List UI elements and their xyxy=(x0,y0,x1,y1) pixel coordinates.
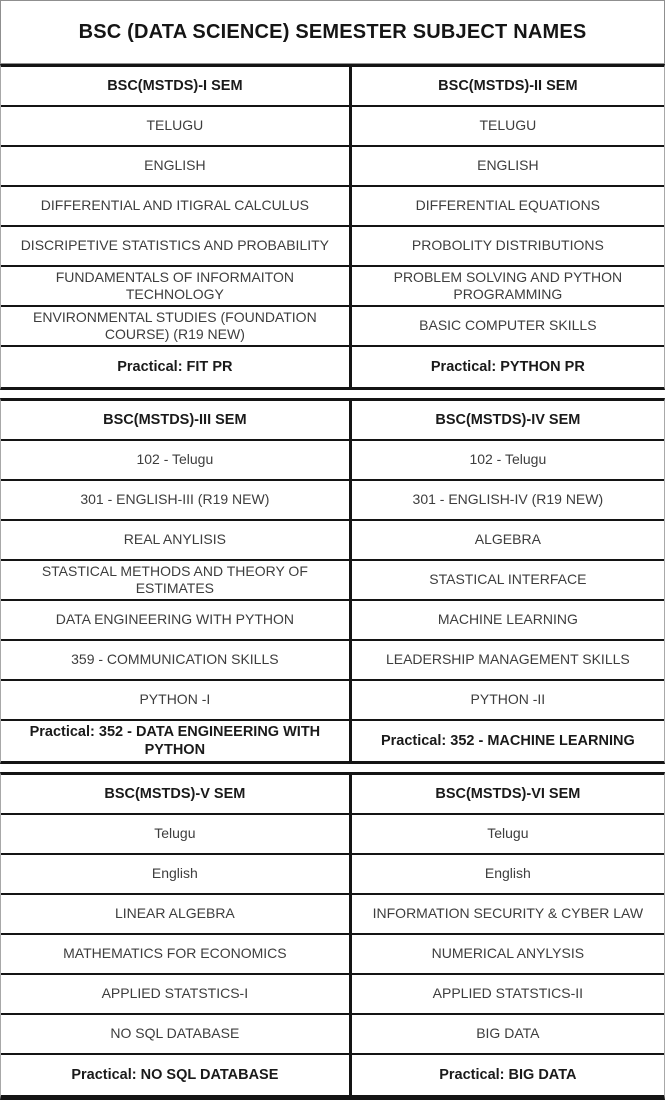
header-cell-sem3: BSC(MSTDS)-III SEM xyxy=(1,401,352,441)
subject-cell: MACHINE LEARNING xyxy=(352,601,664,641)
header-cell-sem1: BSC(MSTDS)-I SEM xyxy=(1,67,352,107)
subject-cell: DIFFERENTIAL EQUATIONS xyxy=(352,187,664,227)
practical-cell-sem3: Practical: 352 - DATA ENGINEERING WITH PYTHON xyxy=(1,721,352,761)
subject-cell: INFORMATION SECURITY & CYBER LAW xyxy=(352,895,664,935)
page-title xyxy=(0,0,665,64)
semester-table-5-6 xyxy=(0,772,665,1100)
subject-cell: Telugu xyxy=(352,815,664,855)
subject-cell: ALGEBRA xyxy=(352,521,664,561)
subject-cell: DISCRIPETIVE STATISTICS AND PROBABILITY xyxy=(1,227,352,267)
practical-cell-sem2: Practical: PYTHON PR xyxy=(352,347,664,387)
subject-cell: DATA ENGINEERING WITH PYTHON xyxy=(1,601,352,641)
table-divider-gap xyxy=(0,764,665,772)
subject-cell: 301 - ENGLISH-III (R19 NEW) xyxy=(1,481,352,521)
semester-table-1-2 xyxy=(0,64,665,390)
subject-cell: ENGLISH xyxy=(352,147,664,187)
header-cell-sem4: BSC(MSTDS)-IV SEM xyxy=(352,401,664,441)
subject-cell: LEADERSHIP MANAGEMENT SKILLS xyxy=(352,641,664,681)
subject-cell: 301 - ENGLISH-IV (R19 NEW) xyxy=(352,481,664,521)
subject-cell: TELUGU xyxy=(1,107,352,147)
subject-cell: DIFFERENTIAL AND ITIGRAL CALCULUS xyxy=(1,187,352,227)
subject-cell: BIG DATA xyxy=(352,1015,664,1055)
subject-cell: ENGLISH xyxy=(1,147,352,187)
subject-cell: MATHEMATICS FOR ECONOMICS xyxy=(1,935,352,975)
subject-cell: BASIC COMPUTER SKILLS xyxy=(352,307,664,347)
semester-table-3-4 xyxy=(0,398,665,764)
subject-cell: 102 - Telugu xyxy=(352,441,664,481)
subject-cell: PYTHON -I xyxy=(1,681,352,721)
subject-cell: English xyxy=(1,855,352,895)
subject-cell: TELUGU xyxy=(352,107,664,147)
subject-cell: NO SQL DATABASE xyxy=(1,1015,352,1055)
table-divider-gap xyxy=(0,390,665,398)
subject-cell: FUNDAMENTALS OF INFORMAITON TECHNOLOGY xyxy=(1,267,352,307)
subject-cell: STASTICAL INTERFACE xyxy=(352,561,664,601)
header-cell-sem6: BSC(MSTDS)-VI SEM xyxy=(352,775,664,815)
practical-cell-sem4: Practical: 352 - MACHINE LEARNING xyxy=(352,721,664,761)
page-title-text: BSC (DATA SCIENCE) SEMESTER SUBJECT NAMES xyxy=(78,20,587,43)
practical-cell-sem1: Practical: FIT PR xyxy=(1,347,352,387)
subject-cell: 359 - COMMUNICATION SKILLS xyxy=(1,641,352,681)
subject-cell: Telugu xyxy=(1,815,352,855)
subject-cell: LINEAR ALGEBRA xyxy=(1,895,352,935)
practical-cell-sem5: Practical: NO SQL DATABASE xyxy=(1,1055,352,1095)
header-cell-sem5: BSC(MSTDS)-V SEM xyxy=(1,775,352,815)
practical-cell-sem6: Practical: BIG DATA xyxy=(352,1055,664,1095)
subject-cell: APPLIED STATSTICS-II xyxy=(352,975,664,1015)
subject-cell: PROBOLITY DISTRIBUTIONS xyxy=(352,227,664,267)
subject-cell: REAL ANYLISIS xyxy=(1,521,352,561)
subject-cell: PYTHON -II xyxy=(352,681,664,721)
subject-cell: 102 - Telugu xyxy=(1,441,352,481)
header-cell-sem2: BSC(MSTDS)-II SEM xyxy=(352,67,664,107)
subject-cell: STASTICAL METHODS AND THEORY OF ESTIMATES xyxy=(1,561,352,601)
subject-cell: ENVIRONMENTAL STUDIES (FOUNDATION COURSE) (R19 NEW) xyxy=(1,307,352,347)
subject-cell: APPLIED STATSTICS-I xyxy=(1,975,352,1015)
subject-cell: NUMERICAL ANYLYSIS xyxy=(352,935,664,975)
subject-cell: PROBLEM SOLVING AND PYTHON PROGRAMMING xyxy=(352,267,664,307)
subject-cell: English xyxy=(352,855,664,895)
